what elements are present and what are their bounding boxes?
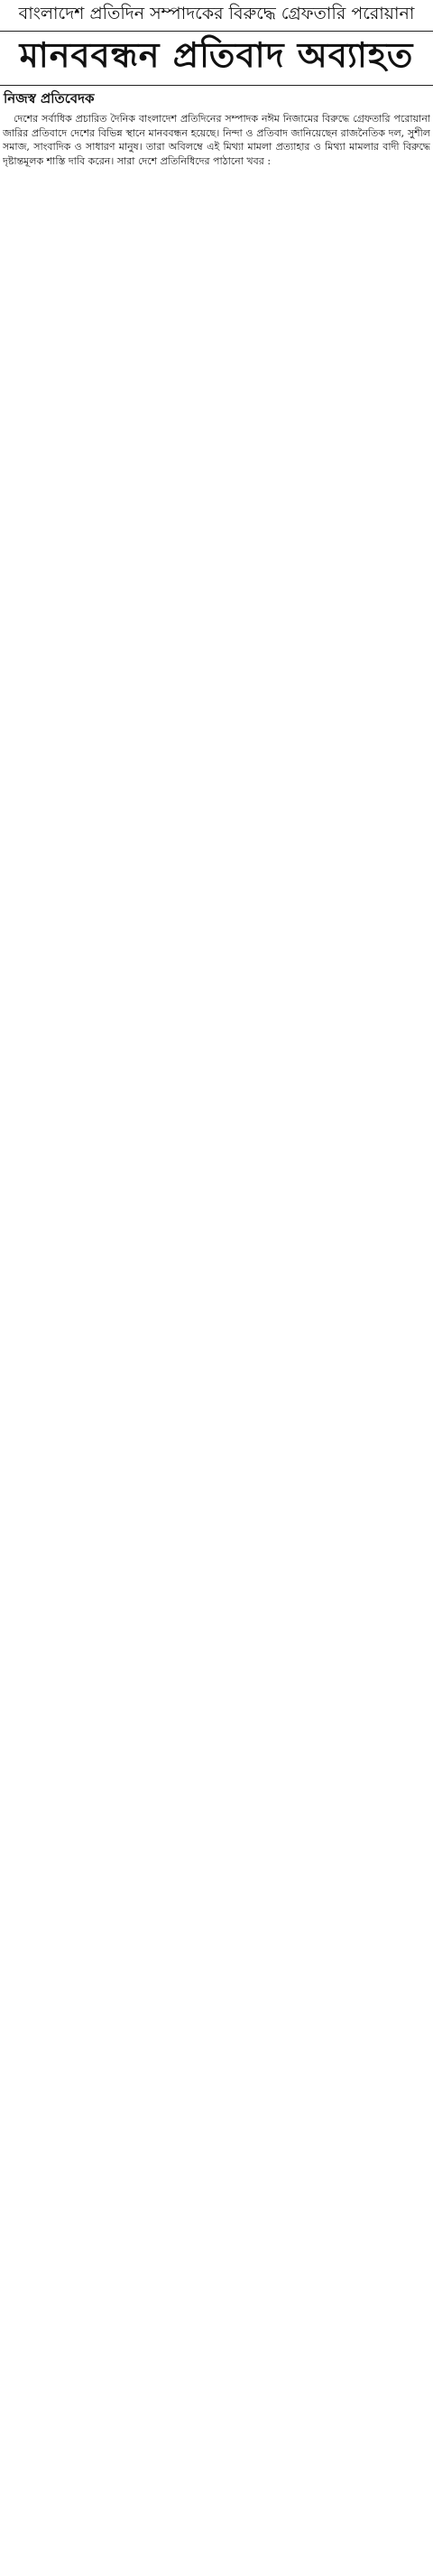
article-body [3, 112, 430, 2570]
article-kicker: বাংলাদেশ প্রতিদিন সম্পাদকের বিরুদ্ধে গ্রেফতারি পরোয়ানা [18, 4, 415, 23]
article-headline: মানববন্ধন প্রতিবাদ অব্যাহত [19, 35, 414, 75]
article-paragraph: দেশের সর্বাধিক প্রচারিত দৈনিক বাংলাদেশ প্রতিদিনের সম্পাদক নঈম নিজামের বিরুদ্ধে গ্রেফতারি পরোয়ানা জারির প্রতিবাদে দেশের বিভিন্ন স্থানে মানববন্ধন হয়েছে। নিন্দা ও প্রতিবাদ জানিয়েছেন রাজনৈতিক দল, সুশীল সমাজ, সাংবাদিক ও সাধারণ মানুষ। তারা অবিলম্বে এই মিথ্যা মামলা প্রত্যাহার ও মিথ্যা মামলার বাদী বিরুদ্ধে দৃষ্টান্তমূলক শাস্তি দাবি করেন। সারা দেশে প্রতিনিধিদের পাঠানো খবর : [3, 113, 430, 167]
headline-rule [0, 85, 433, 86]
article-byline: নিজস্ব প্রতিবেদক [4, 90, 95, 107]
